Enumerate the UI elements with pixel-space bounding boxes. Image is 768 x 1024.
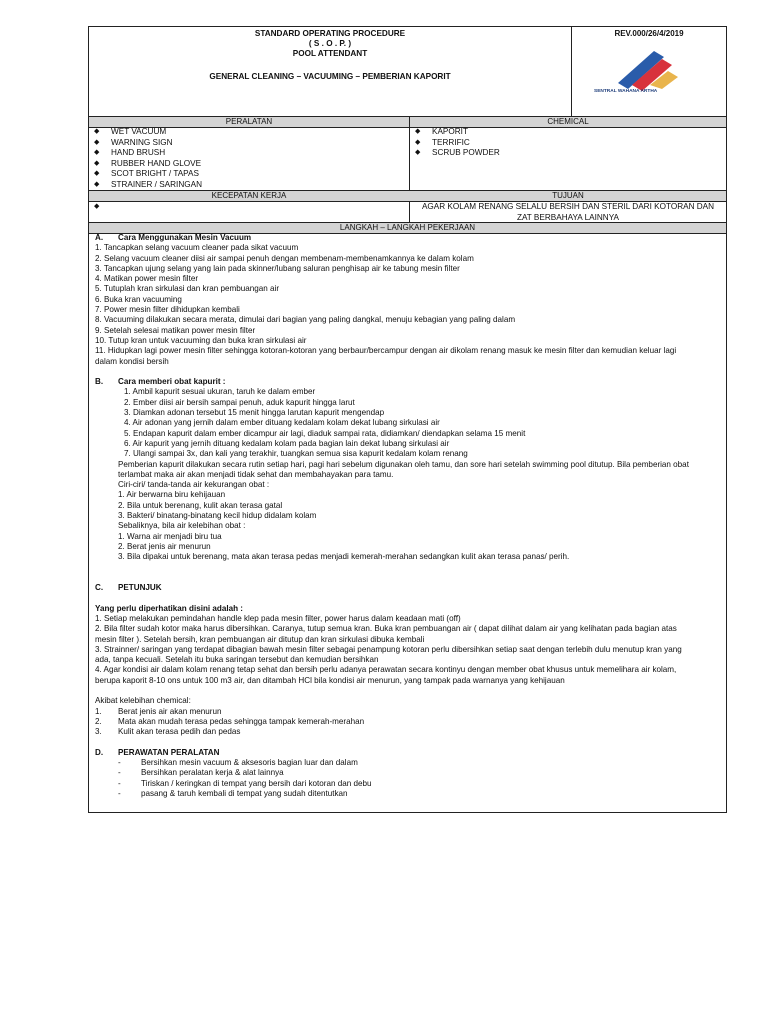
- diamond-bullet-icon: ◆: [94, 149, 100, 156]
- section-c-line: ada, tanpa kecuali. Setelah itu buka saringan tersebut dan kemudian bersihkan: [95, 655, 379, 665]
- list-item: ◆ RUBBER HAND GLOVE: [94, 158, 202, 168]
- diamond-bullet-icon: ◆: [94, 180, 100, 188]
- section-a-heading: A. Cara Menggunakan Mesin Vacuum: [95, 233, 252, 242]
- lebih-obat-item: 3. Bila dipakai untuk berenang, mata akan terasa pedas menjadi kemerah-merahan sedangkan kulit akan terasa panas/ perih.: [118, 552, 570, 562]
- kurang-obat-item: 2. Bila untuk berenang, kulit akan terasa gatal: [118, 500, 283, 510]
- section-a-step: dalam kondisi bersih: [95, 356, 169, 366]
- langkah-title: LANGKAH – LANGKAH PEKERJAAN: [339, 223, 476, 232]
- section-c-line: mesin filter ). Setelah bersih, kran pembuangan air ditutup dan kran sirkulasi dibuka kembali: [95, 634, 425, 644]
- diamond-bullet-icon: ◆: [94, 138, 100, 146]
- kecepatan-tujuan-header: [89, 190, 726, 202]
- section-a-step: 11. Hidupkan lagi power mesin filter sehingga kotoran-kotoran yang berbaur/bercampur dengan air dikolam renang masuk ke mesin filter dan kemudian keluar lagi: [95, 346, 677, 356]
- section-c-subtitle: Yang perlu diperhatikan disini adalah :: [95, 603, 243, 613]
- akibat-title: Akibat kelebihan chemical:: [95, 696, 191, 706]
- akibat-item: 3. Kulit akan terasa pedih dan pedas: [95, 727, 241, 737]
- section-c-line: berupa kaporit 8-10 ons untuk 100 m3 air, dan ditambah HCl bila kondisi air menurun, yang tampak pada warnanya yang kehijauan: [95, 675, 565, 685]
- revision-number: REV.000/26/4/2019: [614, 29, 684, 38]
- chemical-list: [410, 127, 726, 159]
- section-a-step: 10. Tutup kran untuk vacuuming dan buka kran sirkulasi air: [95, 335, 307, 345]
- section-a-step: 7. Power mesin filter dihidupkan kembali: [95, 305, 240, 315]
- kurang-obat-item: 1. Air berwarna biru kehijauan: [118, 490, 226, 500]
- section-d-heading: D. PERAWATAN PERALATAN: [95, 747, 220, 757]
- section-a-step: 9. Setelah selesai matikan power mesin filter: [95, 325, 256, 335]
- tujuan-text: AGAR KOLAM RENANG SELALU BERSIH DAN STERIL DARI KOTORAN DAN ZAT BERBAHAYA LAINNYA: [421, 202, 715, 222]
- section-b-heading: B. Cara memberi obat kapurit :: [95, 377, 226, 387]
- header-line-4: GENERAL CLEANING – VACUUMING – PEMBERIAN KAPORIT: [209, 72, 451, 81]
- section-b-steps: [95, 387, 721, 459]
- logo-text: SENTRAL WAHANA ARTHA: [594, 89, 658, 94]
- peralatan-list: [89, 127, 409, 190]
- section-b-step: 4. Air adonan yang jernih dalam ember dituang kedalam kolam dekat lubang sirkulasi air: [124, 418, 440, 428]
- section-b-notes: [95, 460, 721, 563]
- document-header: [89, 27, 726, 117]
- perawatan-item: - Tiriskan / keringkan di tempat yang bersih dari kotoran dan debu: [118, 778, 372, 788]
- list-item: ◆ SCOT BRIGHT / TAPAS: [94, 169, 199, 178]
- diamond-bullet-icon: ◆: [415, 138, 421, 146]
- diamond-bullet-icon: ◆: [94, 203, 100, 210]
- list-item: ◆ HAND BRUSH: [94, 148, 166, 157]
- section-a-step: 8. Vacuuming dilakukan secara merata, dimulai dari bagian yang paling dangkal, menuju kebagian yang paling dalam: [95, 315, 516, 325]
- diamond-bullet-icon: ◆: [415, 128, 421, 135]
- section-c-line: 4. Agar kondisi air dalam kolam renang tetap sehat dan bersih perlu adanya perawatan secara kontinyu dengan member obat khusus untuk memelihara air kolam,: [95, 665, 677, 675]
- sop-document: [88, 26, 727, 813]
- akibat-item: 1. Berat jenis air akan menurun: [95, 706, 222, 716]
- diamond-bullet-icon: ◆: [415, 149, 421, 156]
- header-title-block: [89, 27, 572, 116]
- peralatan-title: PERALATAN: [225, 117, 273, 126]
- akibat-item: 2. Mata akan mudah terasa pedas sehingga tampak kemerah-merahan: [95, 716, 365, 726]
- diamond-bullet-icon: ◆: [94, 159, 100, 167]
- chemical-title: CHEMICAL: [547, 117, 589, 126]
- diamond-bullet-icon: ◆: [94, 170, 100, 177]
- section-a-step: 3. Tancapkan ujung selang yang lain pada skinner/lubang saluran penghisap air ke tabung mesin filter: [95, 263, 460, 273]
- section-a-step: 2. Selang vacuum cleaner diisi air sampai penuh dengan membenam-membenamkannya ke dalam kolam: [95, 253, 474, 263]
- kurang-obat-item: 3. Bakteri/ binatang-binatang kecil hidup didalam kolam: [118, 511, 317, 521]
- list-item: ◆ WARNING SIGN: [94, 137, 173, 147]
- section-a-step: 1. Tancapkan selang vacuum cleaner pada sikat vacuum: [95, 243, 299, 253]
- header-logo-block: [572, 27, 726, 116]
- section-a-step: 5. Tutuplah kran sirkulasi dan kran pembuangan air: [95, 284, 280, 294]
- header-line-1: STANDARD OPERATING PROCEDURE: [254, 29, 406, 38]
- perawatan-item: - Bersihkan mesin vacuum & aksesoris bagian luar dan dalam: [118, 758, 358, 768]
- list-item: ◆ KAPORIT: [415, 127, 468, 136]
- perawatan-item: - Bersihkan peralatan kerja & alat lainnya: [118, 768, 284, 778]
- section-c-heading: C. PETUNJUK: [95, 583, 162, 593]
- section-b-step: 1. Ambil kapurit sesuai ukuran, taruh ke dalam ember: [124, 387, 316, 397]
- section-b-paragraph: Pemberian kapurit dilakukan secara rutin setiap hari, pagi hari sebelum digunakan oleh tamu, dan sore hari setelah swimming pool ditutup. Bila pemberian obat: [118, 459, 689, 469]
- section-b-step: 2. Ember diisi air bersih sampai penuh, aduk kapurit hingga larut: [124, 397, 355, 407]
- kecepatan-title: KECEPATAN KERJA: [211, 191, 287, 200]
- perawatan-item: - pasang & taruh kembali di tempat yang sudah ditentutkan: [118, 789, 348, 799]
- section-c-line: 3. Strainner/ saringan yang terdapat dibagian bawah mesin filter sebagai penampung kotoran perlu dibersihkan setiap saat dengan terlebih dulu menutup kran yang: [95, 644, 682, 654]
- lebih-obat-item: 2. Berat jenis air menurun: [118, 541, 211, 551]
- section-b-paragraph: terlambat maka air akan menjadi tidak sehat dan membahayakan para tamu.: [118, 469, 394, 479]
- section-c-line: 1. Setiap melakukan pemindahan handle klep pada mesin filter, power harus dalam keadaan mati (off): [95, 613, 461, 623]
- section-b-step: 5. Endapan kapurit dalam ember dicampur air lagi, diaduk sampai rata, didiamkan/ diendapkan selama 15 menit: [124, 428, 526, 438]
- kurang-obat-title: Ciri-ciri/ tanda-tanda air kekurangan obat :: [118, 480, 270, 490]
- header-line-3: POOL ATTENDANT: [292, 49, 368, 58]
- diamond-bullet-icon: ◆: [94, 128, 100, 135]
- section-b-step: 3. Diamkan adonan tersebut 15 menit hingga larutan kapurit mengendap: [124, 408, 385, 418]
- lebih-obat-title: Sebaliknya, bila air kelebihan obat :: [118, 521, 246, 531]
- lebih-obat-item: 1. Warna air menjadi biru tua: [118, 531, 222, 541]
- section-b-step: 7. Ulangi sampai 3x, dan kali yang terakhir, tuangkan semua sisa kapurit kedalam kolam renang: [124, 449, 468, 459]
- section-a-step: 4. Matikan power mesin filter: [95, 274, 199, 284]
- section-b-step: 6. Air kapurit yang jernih dituang kedalam kolam pada bagian lain dekat lubang sirkulasi air: [124, 438, 450, 448]
- list-item: ◆ WET VACUUM: [94, 127, 167, 136]
- section-a-step: 6. Buka kran vacuuming: [95, 294, 182, 304]
- list-item: ◆ SCRUB POWDER: [415, 148, 500, 157]
- procedure-body: [95, 233, 721, 799]
- list-item: ◆ STRAINER / SARINGAN: [94, 179, 202, 189]
- section-c-line: 2. Bila filter sudah kotor maka harus dibersihkan. Caranya, tutup semua kran. Buka kran pembuangan air ( dapat dilihat dalam air yang kelihatan pada bagian atas: [95, 624, 677, 634]
- list-item: ◆ TERRIFIC: [415, 137, 470, 147]
- tujuan-title: TUJUAN: [552, 191, 584, 200]
- header-line-2: ( S . O . P. ): [308, 39, 352, 48]
